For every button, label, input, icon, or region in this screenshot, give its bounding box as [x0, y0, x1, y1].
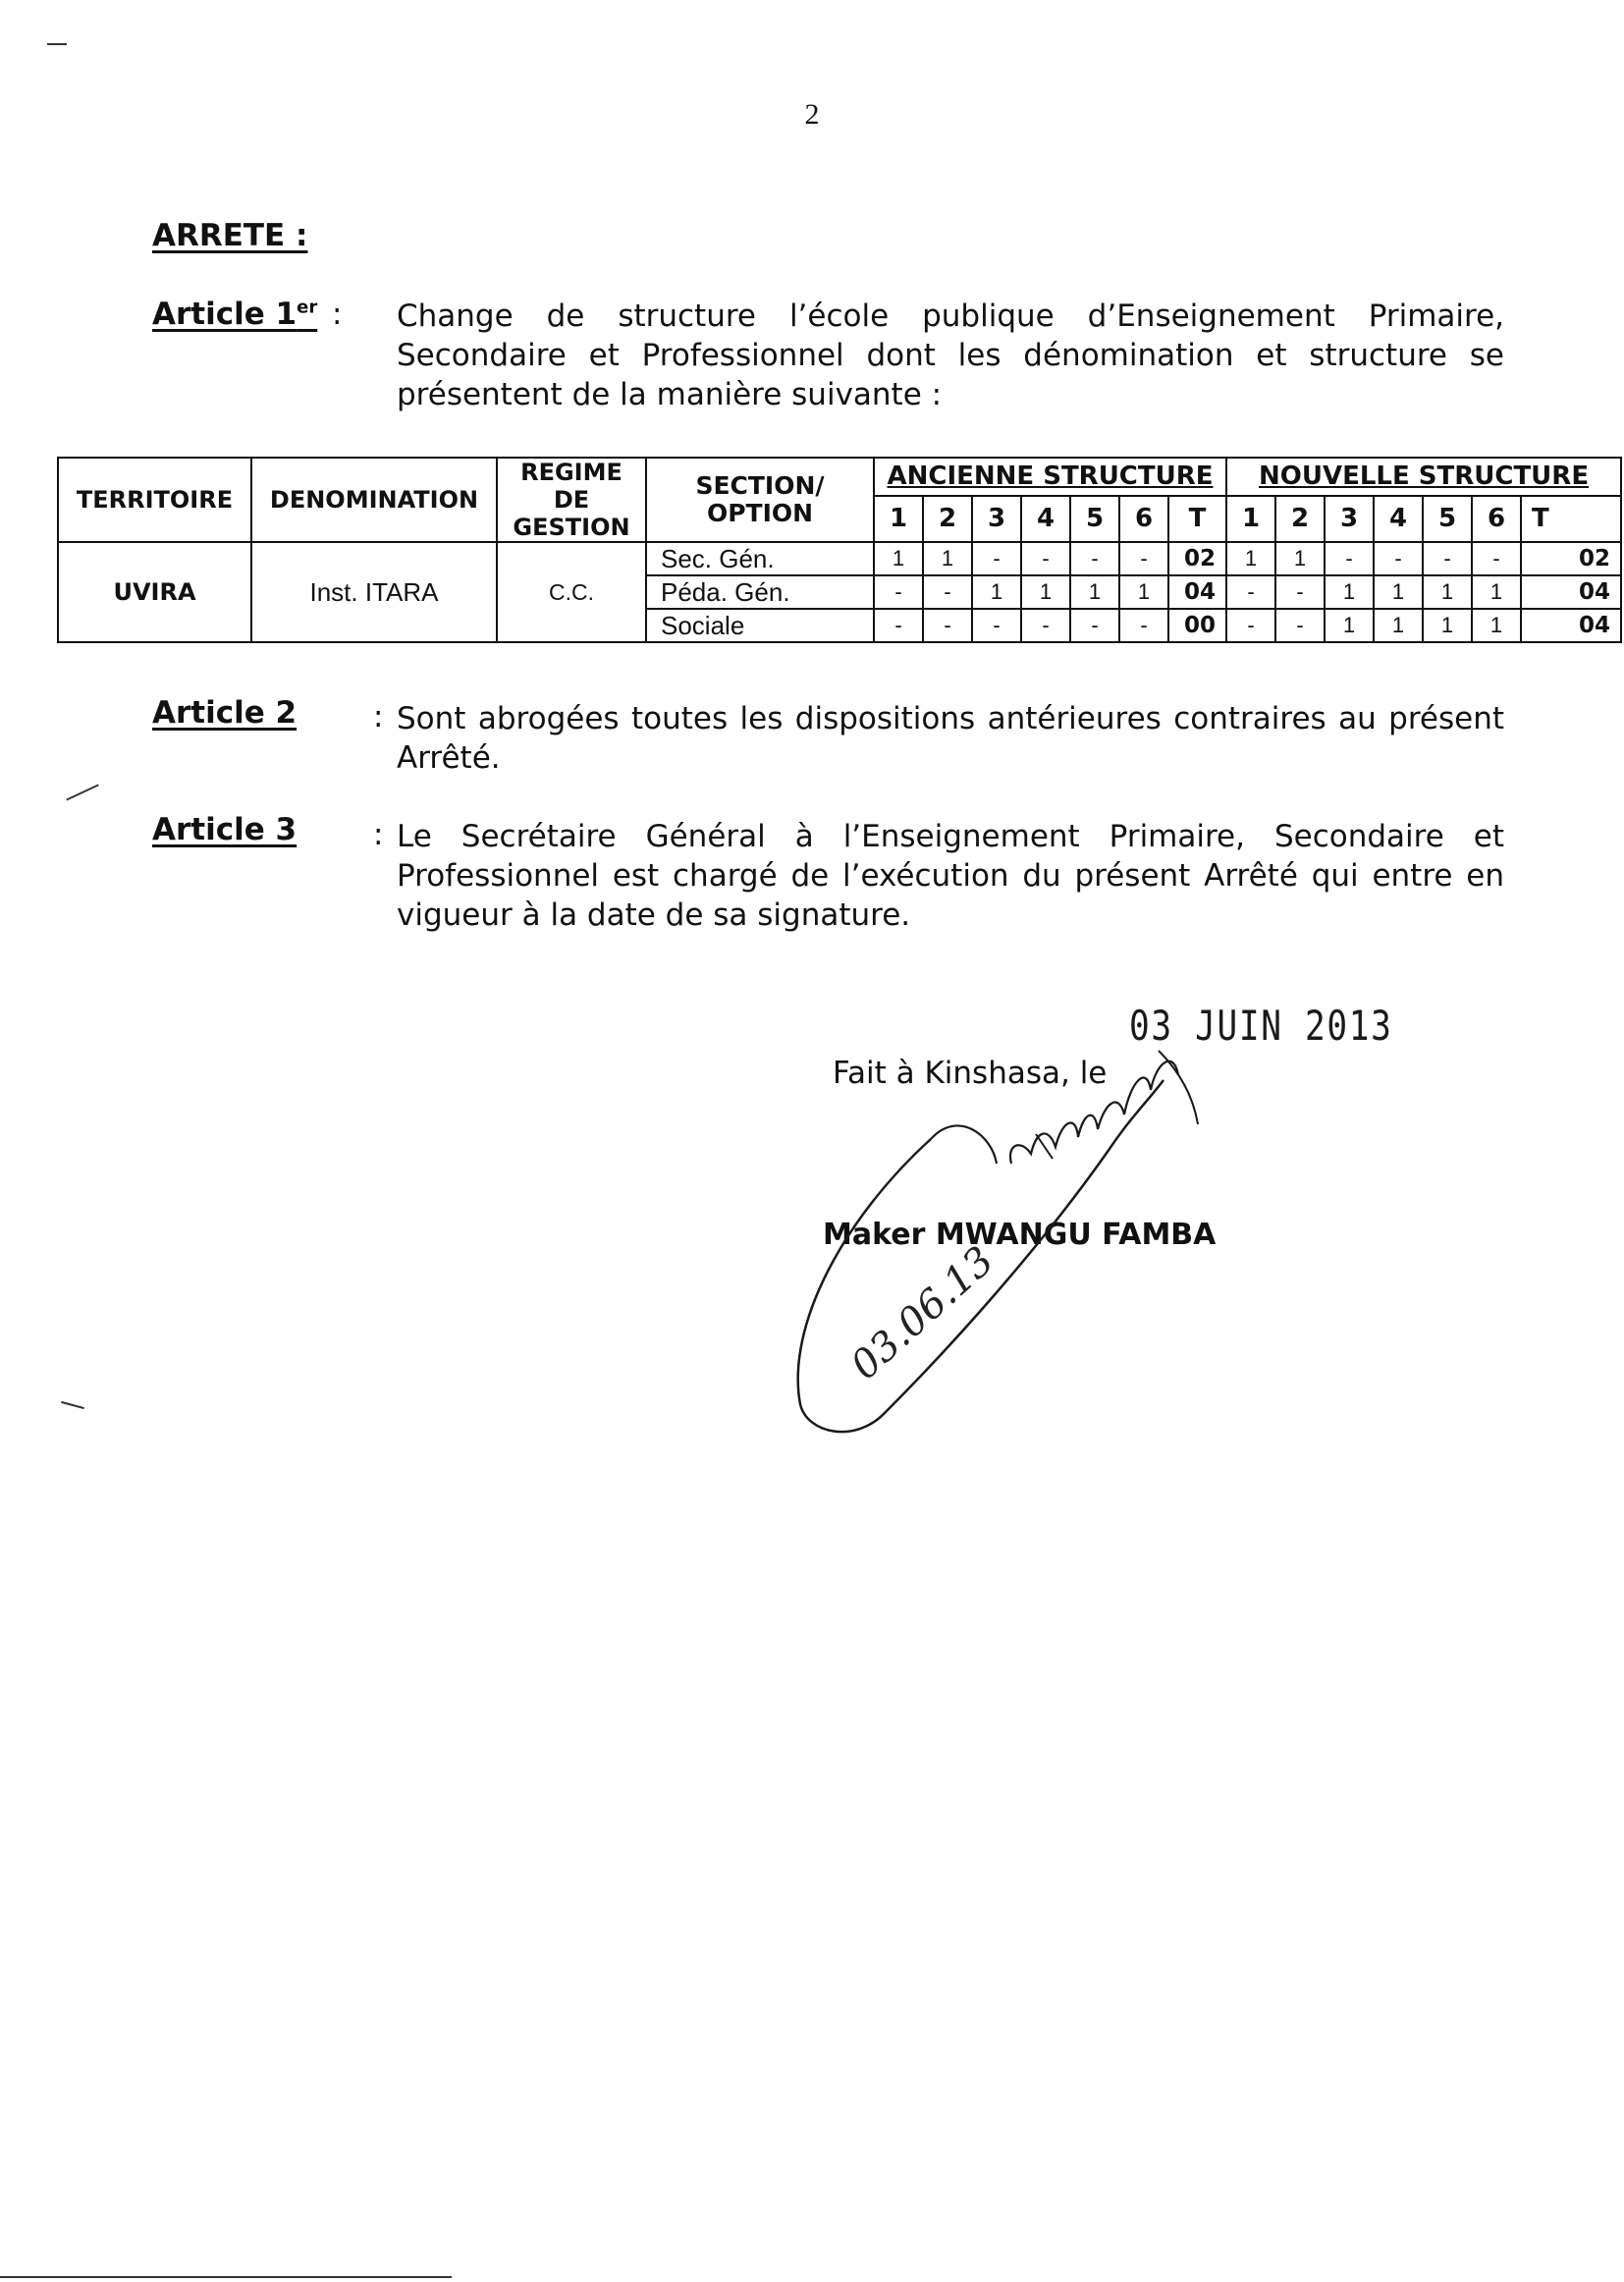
table-header-row-1: [58, 458, 1621, 496]
article-2-colon: :: [373, 699, 384, 734]
cell-value: -: [1226, 575, 1275, 609]
article-3-text: Le Secrétaire Général à l’Enseignement Primaire, Secondaire et Professionnel est chargé de l’exécution du présent Arrêté qui entre en vigueur à la date de sa signature.: [397, 819, 1504, 933]
article-1-text: Change de structure l’école publique d’Enseignement Primaire, Secondaire et Professionnel dont les dénomination et structure se présentent de la manière suivante :: [397, 299, 1504, 412]
cell-value: -: [1472, 542, 1521, 575]
cell-denomination: Inst. ITARA: [251, 542, 497, 642]
article-3-colon: :: [373, 817, 384, 852]
cell-value: -: [1374, 542, 1423, 575]
cell-value: -: [1119, 609, 1168, 642]
nouvelle-class-6: 6: [1472, 496, 1521, 542]
cell-total: 02: [1521, 542, 1621, 575]
signatory-name: Maker MWANGU FAMBA: [823, 1218, 1217, 1252]
article-1-label: [152, 297, 317, 332]
ancienne-class-6: 6: [1119, 496, 1168, 542]
cell-value: 1: [874, 542, 923, 575]
table-row-sec-gen: [58, 542, 1621, 575]
cell-total: 04: [1521, 609, 1621, 642]
cell-value: 1: [923, 542, 972, 575]
cell-value: -: [1275, 609, 1325, 642]
article-2-label: Article 2: [152, 695, 298, 731]
cell-total: 04: [1168, 575, 1226, 609]
cell-value: -: [1070, 542, 1119, 575]
cell-total: 02: [1168, 542, 1226, 575]
cell-value: -: [972, 542, 1021, 575]
cell-value: 1: [1374, 609, 1423, 642]
header-ancienne-structure-label: ANCIENNE STRUCTURE: [887, 462, 1214, 492]
article-1-label-main: Article 1: [152, 297, 298, 332]
article-1-colon: :: [332, 297, 343, 332]
article-2-text: Sont abrogées toutes les dispositions antérieures contraires au présent Arrêté.: [397, 701, 1504, 776]
nouvelle-class-2: 2: [1275, 496, 1325, 542]
handwritten-date: 03.06.13: [842, 1237, 1003, 1389]
cell-value: -: [923, 609, 972, 642]
date-stamp: 03 JUIN 2013: [1129, 1002, 1393, 1050]
cell-value: -: [1226, 609, 1275, 642]
cell-value: 1: [1472, 575, 1521, 609]
cell-value: -: [1325, 542, 1374, 575]
ancienne-class-4: 4: [1021, 496, 1070, 542]
cell-value: -: [972, 609, 1021, 642]
cell-value: 1: [1325, 575, 1374, 609]
ancienne-class-1: 1: [874, 496, 923, 542]
cell-value: 1: [1021, 575, 1070, 609]
header-section: SECTION/ OPTION: [646, 458, 874, 542]
cell-value: -: [874, 575, 923, 609]
scan-mark: [47, 43, 67, 45]
cell-value: 1: [1070, 575, 1119, 609]
cell-value: -: [874, 609, 923, 642]
cell-value: 1: [1423, 575, 1472, 609]
cell-option: Sociale: [646, 609, 874, 642]
cell-value: 1: [1226, 542, 1275, 575]
article-1-label-sup: er: [297, 297, 318, 318]
cell-value: -: [1070, 609, 1119, 642]
signature-icon: [785, 1021, 1218, 1443]
header-nouvelle-structure: [1226, 458, 1621, 496]
cell-value: -: [1021, 542, 1070, 575]
header-denomination: DENOMINATION: [251, 458, 497, 542]
nouvelle-class-3: 3: [1325, 496, 1374, 542]
header-regime: REGIME DE GESTION: [497, 458, 646, 542]
cell-value: 1: [1472, 609, 1521, 642]
cell-value: -: [1021, 609, 1070, 642]
article-3-label: Article 3: [152, 812, 298, 847]
scan-mark: [66, 784, 98, 800]
nouvelle-class-5: 5: [1423, 496, 1472, 542]
structure-table: [57, 457, 1622, 643]
nouvelle-total: T: [1521, 496, 1621, 542]
cell-value: -: [1119, 542, 1168, 575]
place-date-line: Fait à Kinshasa, le: [833, 1056, 1108, 1091]
cell-value: 1: [972, 575, 1021, 609]
scan-mark: [61, 1401, 84, 1409]
cell-option: Péda. Gén.: [646, 575, 874, 609]
cell-value: -: [1423, 542, 1472, 575]
page-number: 2: [804, 98, 820, 131]
cell-regime: C.C.: [497, 542, 646, 642]
ancienne-class-2: 2: [923, 496, 972, 542]
cell-territoire: UVIRA: [58, 542, 251, 642]
ancienne-class-3: 3: [972, 496, 1021, 542]
header-ancienne-structure: [874, 458, 1226, 496]
cell-value: 1: [1325, 609, 1374, 642]
decree-heading: ARRETE :: [152, 218, 308, 253]
cell-value: 1: [1275, 542, 1325, 575]
cell-value: 1: [1423, 609, 1472, 642]
footer-rule: [0, 2276, 452, 2278]
header-territoire: TERRITOIRE: [58, 458, 251, 542]
cell-value: 1: [1119, 575, 1168, 609]
header-nouvelle-structure-label: NOUVELLE STRUCTURE: [1258, 462, 1590, 492]
cell-total: 04: [1521, 575, 1621, 609]
cell-option: Sec. Gén.: [646, 542, 874, 575]
cell-value: 1: [1374, 575, 1423, 609]
cell-total: 00: [1168, 609, 1226, 642]
ancienne-class-5: 5: [1070, 496, 1119, 542]
nouvelle-class-4: 4: [1374, 496, 1423, 542]
cell-value: -: [1275, 575, 1325, 609]
nouvelle-class-1: 1: [1226, 496, 1275, 542]
ancienne-total: T: [1168, 496, 1226, 542]
cell-value: -: [923, 575, 972, 609]
